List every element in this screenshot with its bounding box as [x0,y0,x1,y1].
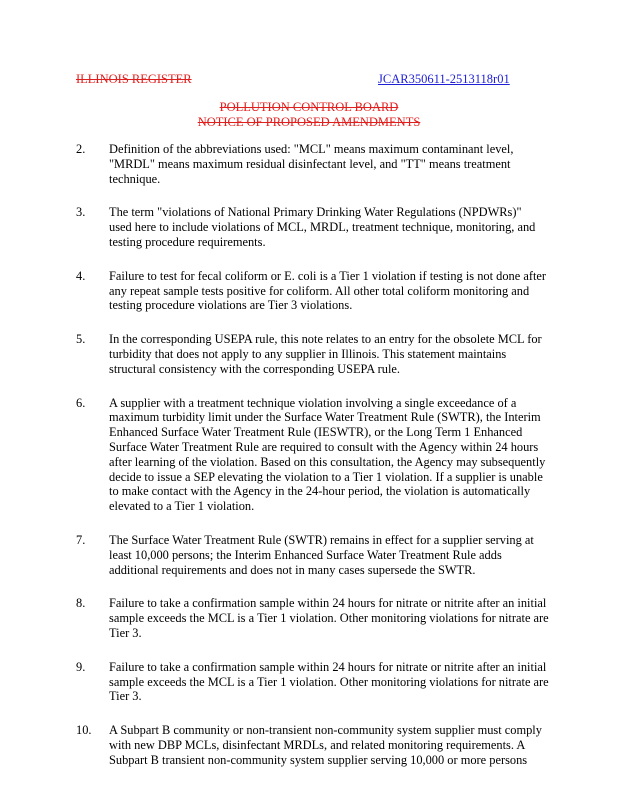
note-line: sample exceeds the MCL is a Tier 1 violation. Other monitoring violations for nitrate are [109,674,549,689]
note-line: after learning of the violation. Based on this consultation, the Agency may subsequently [109,454,546,469]
note-number: 2. [76,142,86,156]
note-item-7 [76,533,596,577]
note-line: elevated to a Tier 1 violation. [109,499,255,514]
note-line: Subpart B transient non-community system supplier serving 10,000 or more persons [109,752,528,767]
note-item-10 [76,723,596,767]
note-line: decide to issue a SEP elevating the violation to a Tier 1 violation. If a supplier is unable [109,469,543,484]
note-line: Surface Water Treatment Rule are required to consult with the Agency within 24 hours [109,439,539,454]
note-line: any repeat sample tests positive for coliform. All other total coliform monitoring and [109,283,530,298]
note-item-2 [76,142,596,186]
agency-title: POLLUTION CONTROL BOARD [219,100,399,114]
note-line: turbidity that does not apply to any supplier in Illinois. This statement maintains [109,346,507,361]
note-number: 8. [76,596,86,611]
note-line: The Surface Water Treatment Rule (SWTR) remains in effect for a supplier serving at [109,532,534,547]
note-line: A supplier with a treatment technique violation involving a single exceedance of a [109,395,517,410]
note-line: Failure to test for fecal coliform or E. coli is a Tier 1 violation if testing is not done after [109,268,547,283]
note-line: least 10,000 persons; the Interim Enhanced Surface Water Treatment Rule adds [109,547,502,562]
note-number: 3. [76,205,86,220]
note-line: A Subpart B community or non-transient non-community system supplier must comply [109,723,542,738]
note-line: Enhanced Surface Water Treatment Rule (IESWTR), or the Long Term 1 Enhanced [109,425,523,440]
notes-list [76,142,596,768]
note-line: to make contact with the Agency in the 24-hour period, the violation is automatically [109,484,531,499]
note-line: testing procedure violations are Tier 3 violations. [109,298,353,313]
note-line: technique. [109,171,161,186]
note-line: Failure to take a confirmation sample within 24 hours for nitrate or nitrite after an initial [109,596,547,611]
note-number: 4. [76,268,86,283]
note-line: Tier 3. [109,625,142,640]
note-line: Tier 3. [109,689,142,704]
note-line: "MRDL" means maximum residual disinfectant level, and "TT" means treatment [109,156,511,171]
note-line: Failure to take a confirmation sample within 24 hours for nitrate or nitrite after an initial [109,659,547,674]
notice-title: NOTICE OF PROPOSED AMENDMENTS [197,115,421,129]
note-line: Definition of the abbreviations used: "MCL" means maximum contaminant level, [109,142,514,156]
note-number: 7. [76,532,86,547]
note-item-8 [76,596,596,640]
document-id: JCAR350611-2513118r01 [378,72,510,86]
note-line: testing procedure requirements. [109,234,266,249]
note-number: 10. [76,723,92,738]
note-line: additional requirements and does not in many cases supersede the SWTR. [109,562,476,577]
note-number: 6. [76,395,86,410]
register-header: ILLINOIS REGISTER [76,72,192,86]
note-line: maximum turbidity limit under the Surface Water Treatment Rule (SWTR), the Interim [109,410,541,425]
note-number: 5. [76,332,86,347]
note-line: used here to include violations of MCL, MRDL, treatment technique, monitoring, and [109,220,536,235]
note-item-6 [76,396,596,514]
note-line: The term "violations of National Primary Drinking Water Regulations (NPDWRs)" [109,205,522,220]
note-line: structural consistency with the corresponding USEPA rule. [109,361,401,376]
note-item-4 [76,269,596,313]
note-line: sample exceeds the MCL is a Tier 1 violation. Other monitoring violations for nitrate are [109,611,549,626]
note-number: 9. [76,659,86,674]
note-line: In the corresponding USEPA rule, this note relates to an entry for the obsolete MCL for [109,332,542,347]
note-item-5 [76,332,596,376]
note-item-9 [76,660,596,704]
note-item-3 [76,205,596,249]
note-line: with new DBP MCLs, disinfectant MRDLs, and related monitoring requirements. A [109,737,526,752]
